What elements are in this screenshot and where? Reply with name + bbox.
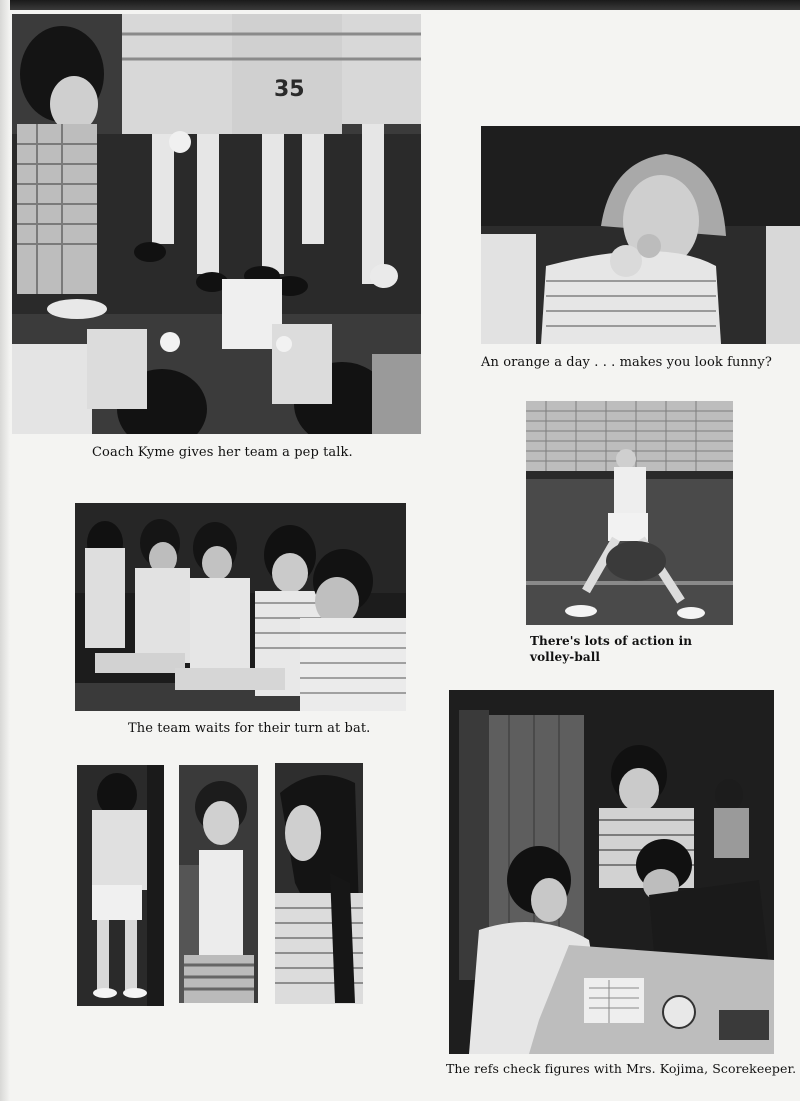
photo-refs-scorekeeper (449, 690, 774, 1054)
photo-volleyball-action (526, 401, 733, 625)
photo-coach-pep-talk (12, 14, 421, 434)
caption-volleyball (530, 633, 735, 665)
page-edge-shadow (0, 0, 800, 10)
caption-orange: An orange a day . . . makes you look funny? (481, 355, 772, 370)
caption-volleyball-text: There's lots of action in volley-ball (530, 634, 693, 664)
photo-strip-girl-profile (275, 763, 363, 1004)
jersey-number: 35 (274, 77, 305, 102)
caption-team-waits: The team waits for their turn at bat. (128, 721, 371, 736)
photo-team-waits (75, 503, 406, 711)
photo-orange-a-day (481, 126, 800, 344)
caption-refs: The refs check figures with Mrs. Kojima, Scorekeeper. (446, 1061, 797, 1076)
page-gutter-shadow (0, 0, 10, 1101)
photo-strip-smiling-girl (179, 765, 258, 1003)
photo-strip-players-standing (77, 765, 164, 1006)
caption-pep-talk: Coach Kyme gives her team a pep talk. (92, 445, 353, 460)
